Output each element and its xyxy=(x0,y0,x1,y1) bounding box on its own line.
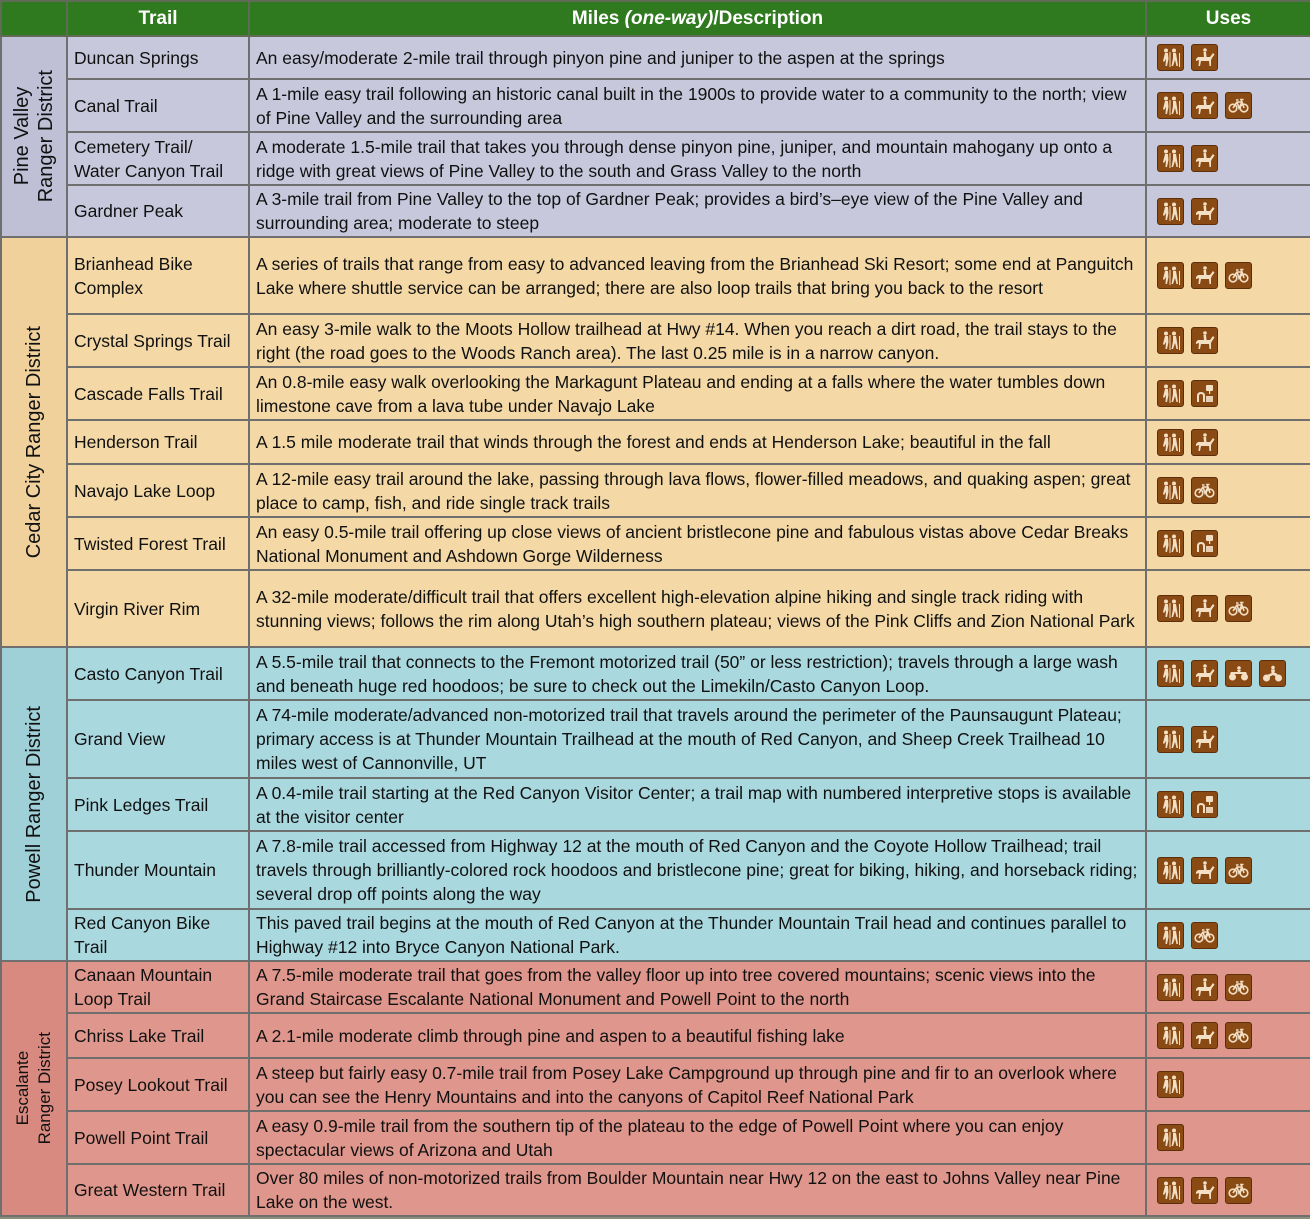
trail-uses xyxy=(1146,517,1310,570)
hiking-icon xyxy=(1157,922,1184,949)
horse-icon xyxy=(1191,145,1218,172)
trail-description: A 1-mile easy trail following an historic canal built in the 1900s to provide water to a community to the north; view of Pine Valley and the surrounding area xyxy=(249,79,1146,132)
trail-name: Pink Ledges Trail xyxy=(67,778,249,831)
trail-name: Red Canyon Bike Trail xyxy=(67,909,249,961)
bike-icon xyxy=(1225,974,1252,1001)
trail-name: Twisted Forest Trail xyxy=(67,517,249,570)
trail-description: A 7.5-mile moderate trail that goes from the valley floor up into tree covered mountains; scenic views into the Grand Staircase Escalante National Monument and Powell Point to the north xyxy=(249,961,1146,1013)
trail-description: A series of trails that range from easy to advanced leaving from the Brianhead Ski Resort; some end at Panguitch Lake where shuttle service can be arranged; there are also loop trails that bring you back to the resort xyxy=(249,237,1146,314)
trail-name: Posey Lookout Trail xyxy=(67,1058,249,1111)
trail-uses xyxy=(1146,1013,1310,1058)
trail-uses xyxy=(1146,647,1310,700)
trail-name: Henderson Trail xyxy=(67,420,249,464)
trail-name: Chriss Lake Trail xyxy=(67,1013,249,1058)
trail-name: Powell Point Trail xyxy=(67,1111,249,1164)
trail-uses xyxy=(1146,79,1310,132)
trail-name: Grand View xyxy=(67,700,249,778)
table-row xyxy=(1,1058,1310,1111)
table-row xyxy=(1,517,1310,570)
trail-name: Casto Canyon Trail xyxy=(67,647,249,700)
motorcycle-icon xyxy=(1259,660,1286,687)
hiking-icon xyxy=(1157,857,1184,884)
trail-name: Virgin River Rim xyxy=(67,570,249,647)
trail-description: A 1.5 mile moderate trail that winds through the forest and ends at Henderson Lake; beautiful in the fall xyxy=(249,420,1146,464)
trail-uses xyxy=(1146,185,1310,237)
trail-header: Trail xyxy=(67,1,249,36)
trail-description: A 74-mile moderate/advanced non-motorized trail that travels around the perimeter of the Paunsaugunt Plateau; primary access is at Thunder Mountain Trailhead at the mouth of Red Canyon, and Sheep Creek Trailhead 10 miles west of Cannonville, UT xyxy=(249,700,1146,778)
trail-name: Cemetery Trail/ Water Canyon Trail xyxy=(67,132,249,185)
horse-icon xyxy=(1191,1177,1218,1204)
bike-icon xyxy=(1225,262,1252,289)
description-label: /Description xyxy=(713,7,824,29)
interpretive-trail-icon xyxy=(1191,380,1218,407)
bike-icon xyxy=(1225,1177,1252,1204)
atv-icon xyxy=(1225,660,1252,687)
district-name-line: Ranger District xyxy=(35,70,57,203)
table-row xyxy=(1,237,1310,314)
horse-icon xyxy=(1191,262,1218,289)
hiking-icon xyxy=(1157,974,1184,1001)
bike-icon xyxy=(1191,477,1218,504)
horse-icon xyxy=(1191,660,1218,687)
horse-icon xyxy=(1191,327,1218,354)
trail-description: A moderate 1.5-mile trail that takes you through dense pinyon pine, juniper, and mountain mahogany up onto a ridge with great views of Pine Valley to the south and Grass Valley to the north xyxy=(249,132,1146,185)
horse-icon xyxy=(1191,429,1218,456)
trail-name: Brianhead Bike Complex xyxy=(67,237,249,314)
district-label-pine xyxy=(1,36,67,237)
hiking-icon xyxy=(1157,145,1184,172)
horse-icon xyxy=(1191,1022,1218,1049)
district-name-line: Pine Valley xyxy=(11,87,33,186)
trail-name: Cascade Falls Trail xyxy=(67,367,249,420)
horse-icon xyxy=(1191,726,1218,753)
trail-description: A steep but fairly easy 0.7-mile trail from Posey Lake Campground up through pine and fir to an overlook where you can see the Henry Mountains and into the canyons of Capitol Reef National Park xyxy=(249,1058,1146,1111)
table-row xyxy=(1,647,1310,700)
trail-description: Over 80 miles of non-motorized trails from Boulder Mountain near Hwy 12 on the east to Johns Valley near Pine Lake on the west. xyxy=(249,1164,1146,1216)
header-row xyxy=(1,1,1310,36)
bike-icon xyxy=(1225,595,1252,622)
trail-uses xyxy=(1146,464,1310,517)
table-row xyxy=(1,700,1310,778)
trail-description: A easy 0.9-mile trail from the southern tip of the plateau to the edge of Powell Point where you can enjoy spectacular views of Arizona and Utah xyxy=(249,1111,1146,1164)
trail-description: A 2.1-mile moderate climb through pine and aspen to a beautiful fishing lake xyxy=(249,1013,1146,1058)
table-row xyxy=(1,420,1310,464)
trails-body xyxy=(1,36,1310,1216)
bike-icon xyxy=(1225,857,1252,884)
table-row xyxy=(1,367,1310,420)
hiking-icon xyxy=(1157,530,1184,557)
table-row xyxy=(1,1111,1310,1164)
trail-description: An easy 0.5-mile trail offering up close views of ancient bristlecone pine and fabulous vistas above Cedar Breaks National Monument and Ashdown Gorge Wilderness xyxy=(249,517,1146,570)
trail-uses xyxy=(1146,961,1310,1013)
trail-description: A 7.8-mile trail accessed from Highway 12 at the mouth of Red Canyon and the Coyote Hollow Trailhead; trail travels through brilliantly-colored rock hoodoos and bristlecone pine; great for biking, hiking, and horseback riding; several drop off points along the way xyxy=(249,831,1146,909)
trail-uses xyxy=(1146,420,1310,464)
table-row xyxy=(1,570,1310,647)
trail-uses xyxy=(1146,570,1310,647)
trail-uses xyxy=(1146,1164,1310,1216)
hiking-icon xyxy=(1157,327,1184,354)
district-label-esc xyxy=(1,961,67,1216)
hiking-icon xyxy=(1157,1022,1184,1049)
trail-uses xyxy=(1146,36,1310,79)
trail-name: Thunder Mountain xyxy=(67,831,249,909)
trail-uses xyxy=(1146,909,1310,961)
hiking-icon xyxy=(1157,92,1184,119)
trail-uses xyxy=(1146,237,1310,314)
hiking-icon xyxy=(1157,44,1184,71)
trail-name: Navajo Lake Loop xyxy=(67,464,249,517)
district-name-line: Ranger District xyxy=(35,1032,54,1145)
bike-icon xyxy=(1225,1022,1252,1049)
trail-uses xyxy=(1146,1058,1310,1111)
trail-name: Canaan Mountain Loop Trail xyxy=(67,961,249,1013)
table-row xyxy=(1,778,1310,831)
trail-description: An 0.8-mile easy walk overlooking the Markagunt Plateau and ending at a falls where the water tumbles down limestone cave from a lava tube under Navajo Lake xyxy=(249,367,1146,420)
horse-icon xyxy=(1191,857,1218,884)
hiking-icon xyxy=(1157,726,1184,753)
table-row xyxy=(1,909,1310,961)
district-name-line: Cedar City Ranger District xyxy=(23,325,45,559)
trail-description: A 0.4-mile trail starting at the Red Canyon Visitor Center; a trail map with numbered interpretive stops is available at the visitor center xyxy=(249,778,1146,831)
trail-uses xyxy=(1146,314,1310,367)
interpretive-trail-icon xyxy=(1191,791,1218,818)
horse-icon xyxy=(1191,44,1218,71)
trail-uses xyxy=(1146,367,1310,420)
district-name-line: Powell Ranger District xyxy=(23,705,45,903)
table-row xyxy=(1,961,1310,1013)
hiking-icon xyxy=(1157,1071,1184,1098)
trail-uses xyxy=(1146,700,1310,778)
table-row xyxy=(1,1164,1310,1216)
horse-icon xyxy=(1191,974,1218,1001)
table-row xyxy=(1,185,1310,237)
district-label-powell xyxy=(1,647,67,961)
horse-icon xyxy=(1191,595,1218,622)
trail-uses xyxy=(1146,132,1310,185)
trail-description: This paved trail begins at the mouth of Red Canyon at the Thunder Mountain Trail head and continues parallel to Highway #12 into Bryce Canyon National Park. xyxy=(249,909,1146,961)
trail-description: A 3-mile trail from Pine Valley to the top of Gardner Peak; provides a bird’s–eye view of the Pine Valley and surrounding area; moderate to steep xyxy=(249,185,1146,237)
bike-icon xyxy=(1225,92,1252,119)
hiking-icon xyxy=(1157,198,1184,225)
trail-name: Great Western Trail xyxy=(67,1164,249,1216)
miles-label: Miles xyxy=(571,7,625,29)
trail-uses xyxy=(1146,778,1310,831)
hiking-icon xyxy=(1157,429,1184,456)
hiking-icon xyxy=(1157,380,1184,407)
hiking-icon xyxy=(1157,1177,1184,1204)
trail-description: A 12-mile easy trail around the lake, passing through lava flows, flower-filled meadows, and quaking aspen; great place to camp, fish, and ride single track trails xyxy=(249,464,1146,517)
table-row xyxy=(1,132,1310,185)
table-row xyxy=(1,314,1310,367)
table-row xyxy=(1,79,1310,132)
trail-name: Canal Trail xyxy=(67,79,249,132)
hiking-icon xyxy=(1157,660,1184,687)
bike-icon xyxy=(1191,922,1218,949)
table-row xyxy=(1,36,1310,79)
trail-description: An easy/moderate 2-mile trail through pinyon pine and juniper to the aspen at the springs xyxy=(249,36,1146,79)
district-label-cedar xyxy=(1,237,67,647)
interpretive-trail-icon xyxy=(1191,530,1218,557)
table-row xyxy=(1,831,1310,909)
uses-header: Uses xyxy=(1146,1,1310,36)
hiking-icon xyxy=(1157,262,1184,289)
description-header xyxy=(249,1,1146,36)
trail-name: Gardner Peak xyxy=(67,185,249,237)
trail-name: Crystal Springs Trail xyxy=(67,314,249,367)
hiking-icon xyxy=(1157,477,1184,504)
horse-icon xyxy=(1191,92,1218,119)
trail-description: A 32-mile moderate/difficult trail that offers excellent high-elevation alpine hiking and single track riding with stunning views; follows the rim along Utah’s high southern plateau; views of the Pink Cliffs and Zion National Park xyxy=(249,570,1146,647)
horse-icon xyxy=(1191,198,1218,225)
oneway-label: (one-way) xyxy=(624,7,714,29)
trail-name: Duncan Springs xyxy=(67,36,249,79)
trail-uses xyxy=(1146,831,1310,909)
hiking-icon xyxy=(1157,1124,1184,1151)
district-header xyxy=(1,1,67,36)
trail-description: A 5.5-mile trail that connects to the Fremont motorized trail (50” or less restriction); travels through a large wash and beneath huge red hoodoos; be sure to check out the Limekiln/Casto Canyon Loop. xyxy=(249,647,1146,700)
district-name-line: Escalante xyxy=(13,1051,32,1126)
table-row xyxy=(1,1013,1310,1058)
table-row xyxy=(1,464,1310,517)
trail-uses xyxy=(1146,1111,1310,1164)
hiking-icon xyxy=(1157,791,1184,818)
trail-description: An easy 3-mile walk to the Moots Hollow trailhead at Hwy #14. When you reach a dirt road, the trail stays to the right (the road goes to the Woods Ranch area). The last 0.25 mile is in a narrow canyon. xyxy=(249,314,1146,367)
hiking-icon xyxy=(1157,595,1184,622)
